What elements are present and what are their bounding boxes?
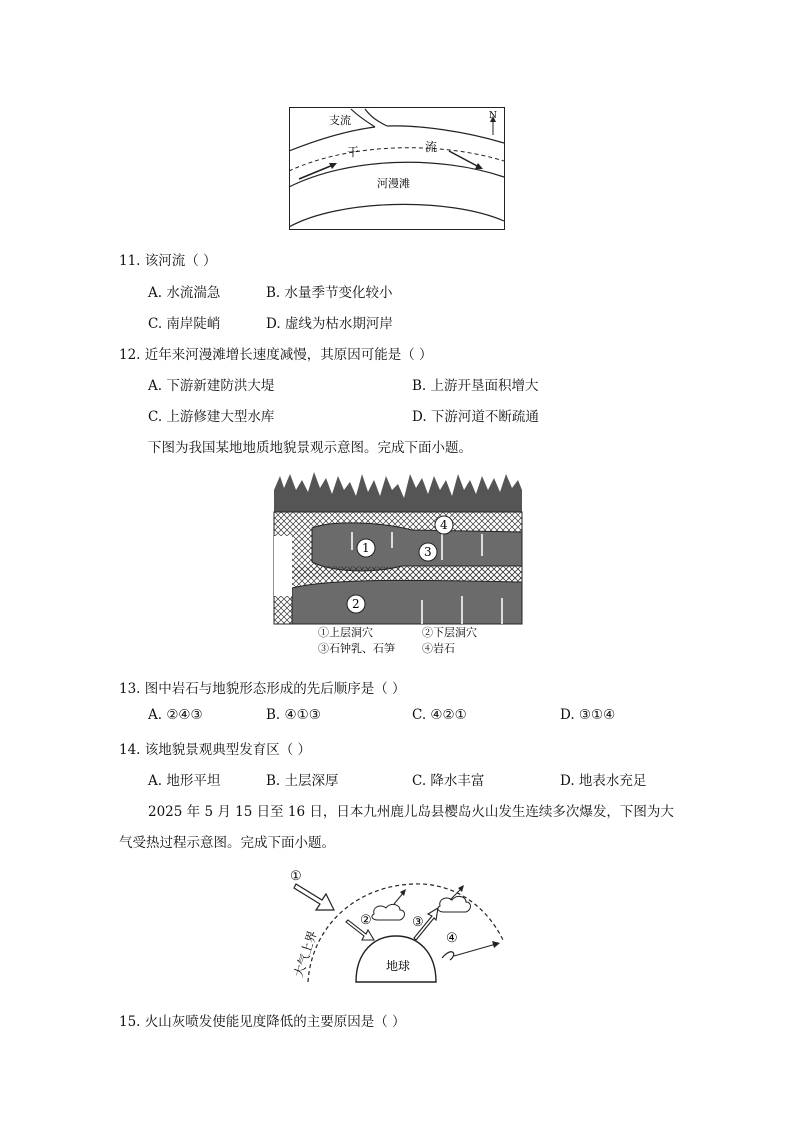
q13-option-a[interactable]: A. ②④③	[148, 707, 203, 723]
q13-option-c[interactable]: C. ④②①	[412, 707, 467, 723]
q11-option-c[interactable]: C. 南岸陡峭	[148, 316, 221, 332]
river-diagram	[289, 107, 505, 231]
intro-volcano-line2: 气受热过程示意图。完成下面小题。	[119, 835, 335, 851]
karst-legend-1: ①上层洞穴	[318, 626, 373, 639]
karst-diagram	[272, 470, 524, 658]
floodplain-label: 河漫滩	[377, 177, 410, 190]
karst-marker-2: 2	[352, 597, 360, 611]
heating-marker-3: ③	[412, 915, 424, 930]
q14-option-c[interactable]: C. 降水丰富	[412, 773, 485, 789]
atmosphere-boundary-label: 大气上界	[291, 928, 320, 979]
earth-label: 地球	[386, 959, 411, 973]
heating-marker-4: ④	[446, 931, 458, 946]
heating-diagram	[282, 862, 512, 988]
karst-marker-1: 1	[362, 541, 370, 555]
intro-volcano-line1: 2025 年 5 月 15 日至 16 日，日本九州鹿儿岛县樱岛火山发生连续多次爆发，下图为大	[148, 804, 674, 820]
q15-stem: 15. 火山灰喷发使能见度降低的主要原因是（ ）	[119, 1014, 406, 1030]
q13-option-d[interactable]: D. ③①④	[560, 707, 616, 723]
q14-option-d[interactable]: D. 地表水充足	[560, 773, 647, 789]
heating-marker-2: ②	[360, 913, 372, 928]
q14-option-a[interactable]: A. 地形平坦	[148, 773, 221, 789]
q11-option-a[interactable]: A. 水流湍急	[148, 285, 221, 301]
karst-legend-2: ②下层洞穴	[422, 626, 477, 639]
karst-marker-3: 3	[424, 545, 432, 559]
q11-option-b[interactable]: B. 水量季节变化较小	[266, 285, 393, 301]
q11-stem: 11. 该河流（ ）	[119, 253, 217, 269]
q13-stem: 13. 图中岩石与地貌形态形成的先后顺序是（ ）	[119, 681, 406, 697]
karst-legend-4: ④岩石	[422, 642, 455, 655]
intro-karst: 下图为我国某地地质地貌景观示意图。完成下面小题。	[148, 440, 472, 456]
q12-stem: 12. 近年来河漫滩增长速度减慢，其原因可能是（ ）	[119, 347, 433, 363]
karst-legend-3: ③石钟乳、石笋	[318, 642, 395, 655]
karst-marker-4: 4	[440, 518, 448, 532]
main-stream-label-1: 干	[347, 145, 360, 159]
q14-stem: 14. 该地貌景观典型发育区（ ）	[119, 742, 312, 758]
tributary-label: 支流	[329, 114, 351, 127]
q13-option-b[interactable]: B. ④①③	[266, 707, 321, 723]
q14-option-b[interactable]: B. 土层深厚	[266, 773, 339, 789]
q11-option-d[interactable]: D. 虚线为枯水期河岸	[266, 316, 393, 332]
q12-option-d[interactable]: D. 下游河道不断疏通	[412, 409, 539, 425]
main-stream-label-2: 流	[425, 140, 438, 154]
q12-option-b[interactable]: B. 上游开垦面积增大	[412, 378, 539, 394]
north-label: N	[489, 111, 497, 121]
heating-marker-1: ①	[290, 869, 302, 884]
q12-option-c[interactable]: C. 上游修建大型水库	[148, 409, 275, 425]
q12-option-a[interactable]: A. 下游新建防洪大堤	[148, 378, 275, 394]
